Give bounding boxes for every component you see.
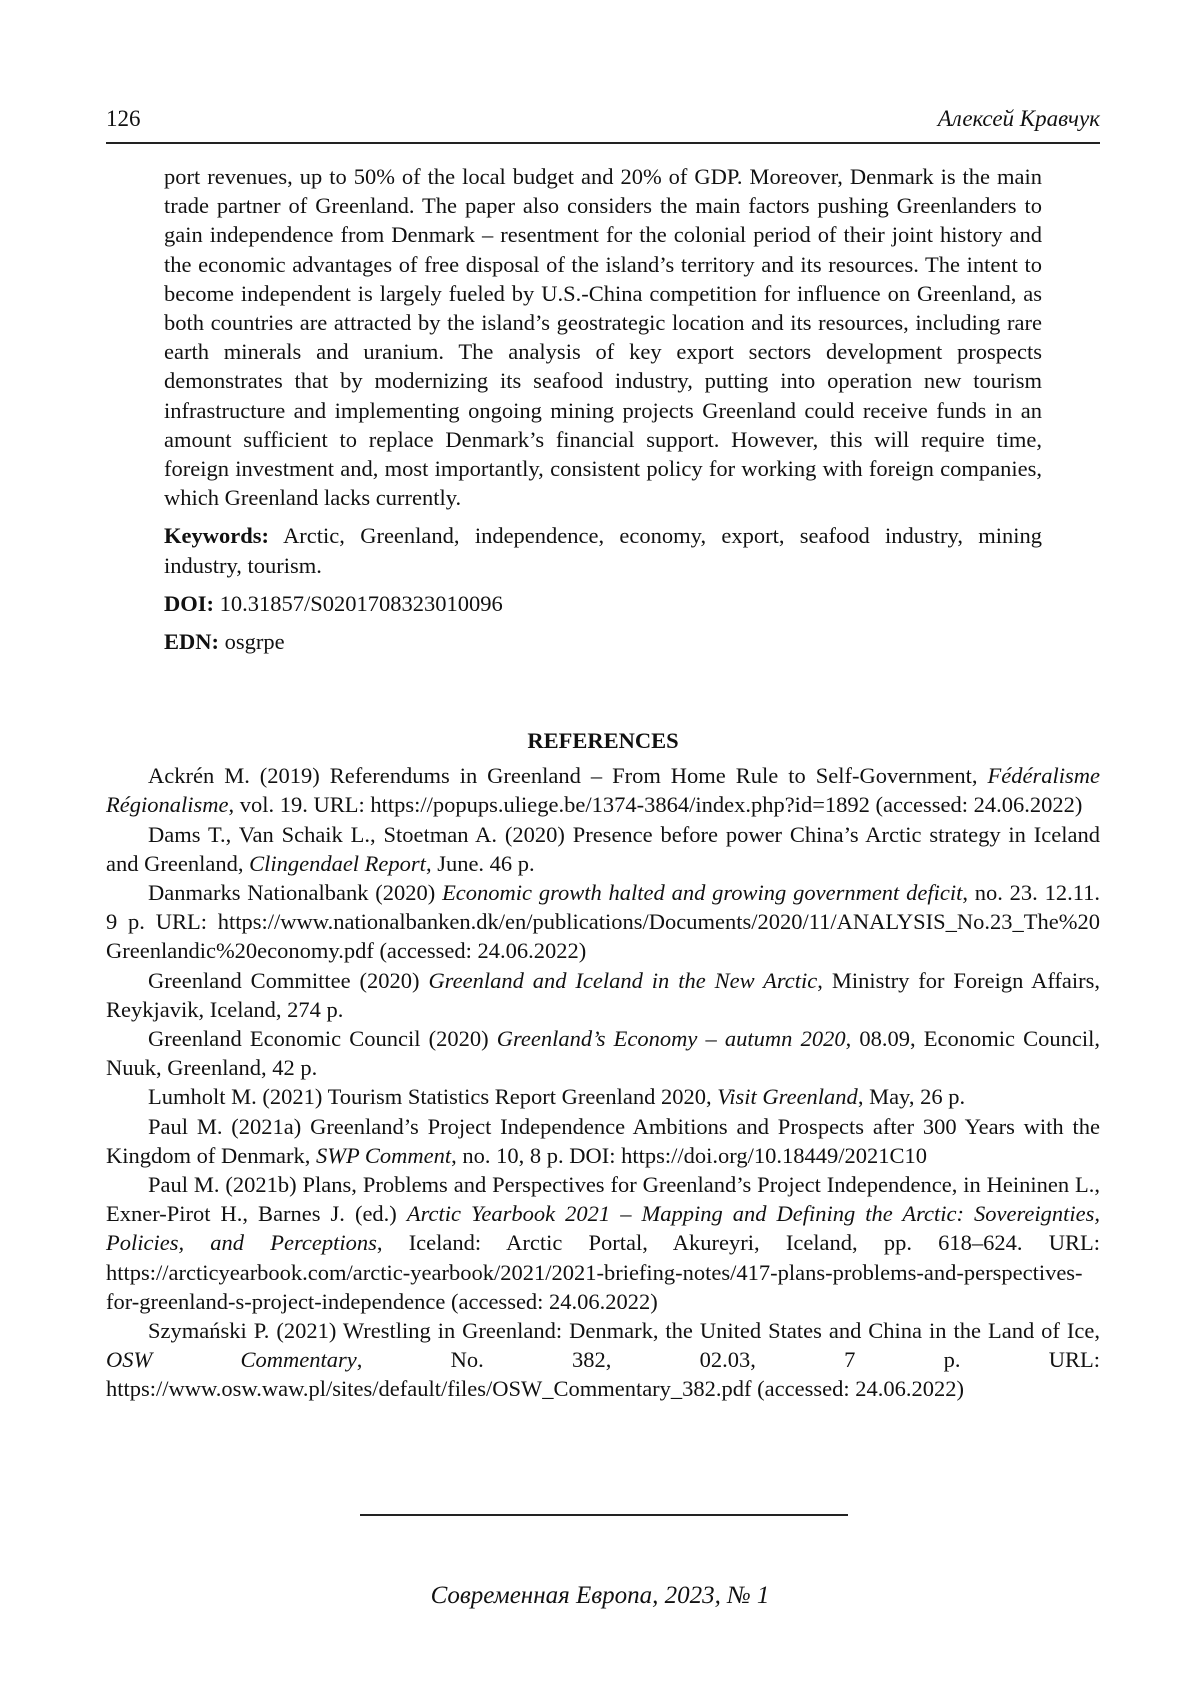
ref-text: Paul M. (2021a) Greenland’s Project Independence Ambitions and Prospects after 300 Years with the Kingdom of Denmark, (106, 1113, 1100, 1168)
doi-label: DOI: (164, 590, 214, 616)
ref-source: Economic growth halted and growing government deficit (442, 880, 963, 906)
ref-source: Arctic Yearbook 2021 – Mapping and Defining the Arctic: Sovereignties, Policies, and Perceptions (106, 1201, 1100, 1256)
ref-details: , June. 46 p. (425, 850, 535, 876)
ref-details: , May, 26 p. (857, 1084, 966, 1110)
reference-item (106, 966, 1100, 1024)
reference-item (106, 1082, 1100, 1111)
ref-source: Greenland and Iceland in the New Arctic (428, 967, 818, 993)
reference-item (106, 820, 1100, 878)
doi-value: 10.31857/S0201708323010096 (219, 590, 503, 616)
reference-item (106, 1112, 1100, 1170)
ref-details: , 08.09, Economic Council, Nuuk, Greenland, 42 p. (106, 1026, 1100, 1081)
abstract-text: port revenues, up to 50% of the local budget and 20% of GDP. Moreover, Denmark is the main trade partner of Greenland. The paper also considers the main factors pushing Greenlanders to gain independence from Denmark – resentment for the colonial period of their joint history and the economic advantages of free disposal of the island’s territory and its resources. The intent to become independent is largely fueled by U.S.-China competition for influence on Greenland, as both countries are attracted by the island’s geostrategic location and its resources, including rare earth minerals and uranium. The analysis of key export sectors development prospects demonstrates that by modernizing its seafood industry, putting into operation new tourism infrastructure and implementing ongoing mining projects Greenland could receive funds in an amount sufficient to replace Denmark’s financial support. However, this will require time, foreign investment and, most importantly, consistent policy for working with foreign companies, which Greenland lacks currently. (164, 164, 1042, 511)
references-section (106, 726, 1100, 1404)
doi (164, 589, 1042, 618)
ref-text: Ackrén M. (2019) Referendums in Greenland – From Home Rule to Self-Government, (148, 763, 988, 789)
edn-label: EDN: (164, 629, 219, 655)
abstract-section (164, 162, 1042, 656)
ref-source: Fédéralisme Régionalisme (106, 763, 1100, 818)
ref-source: Visit Greenland (717, 1084, 858, 1110)
keywords-value: Arctic, Greenland, independence, economy, export, seafood industry, mining industry, tourism. (164, 523, 1042, 578)
keywords-label: Keywords: (164, 523, 269, 549)
ref-text: Greenland Economic Council (2020) (148, 1026, 497, 1052)
reference-item (106, 1316, 1100, 1404)
ref-text: Dams T., Van Schaik L., Stoetman A. (2020) Presence before power China’s Arctic strategy in Iceland and Greenland, (106, 821, 1100, 876)
ref-text: Danmarks Nationalbank (2020) (148, 880, 443, 906)
references-heading: REFERENCES (527, 728, 679, 753)
ref-details: , No. 382, 02.03, 7 p. URL: https://www.osw.waw.pl/sites/default/files/OSW_Commentary_382.pdf (accessed: 24.06.2022) (106, 1347, 1100, 1402)
ref-details: , no. 23. 12.11. 9 p. URL: https://www.nationalbanken.dk/en/publications/Documents/2020/11/ANALYSIS_No.23_The%20 Greenlandic%20economy.pdf (accessed: 24.06.2022) (106, 880, 1101, 964)
ref-text: Paul M. (2021b) Plans, Problems and Perspectives for Greenland’s Project Independence, in Heininen L., Exner-Pirot H., Barnes J. (ed.) (106, 1172, 1100, 1227)
reference-item (106, 1170, 1100, 1316)
running-head-author: Алексей Кравчук (937, 106, 1100, 131)
reference-item (106, 761, 1100, 819)
header-rule (106, 142, 1100, 144)
ref-source: OSW Commentary (106, 1347, 357, 1373)
ref-source: Clingendael Report (249, 850, 426, 876)
ref-text: Szymański P. (2021) Wrestling in Greenland: Denmark, the United States and China in the Land of Ice, (148, 1318, 1100, 1344)
reference-item (106, 878, 1100, 966)
ref-details: , Iceland: Arctic Portal, Akureyri, Iceland, pp. 618–624. URL: https://arcticyearbook.com/arctic-yearbook/2021/2021-briefing-notes/417-plans-problems-and-perspectives-for-greenland-s-project-independence (accessed: 24.06.2022) (106, 1230, 1100, 1314)
ref-details: , vol. 19. URL: https://popups.uliege.be/1374-3864/index.php?id=1892 (accessed: 24.06.2022) (228, 792, 1083, 818)
edn-value: osgrpe (224, 629, 285, 655)
ref-source: SWP Comment (315, 1142, 452, 1168)
ref-source: Greenland’s Economy – autumn 2020 (496, 1026, 846, 1052)
keywords (164, 521, 1042, 579)
end-divider (360, 1514, 848, 1516)
page-number: 126 (106, 106, 141, 131)
ref-text: Lumholt M. (2021) Tourism Statistics Report Greenland 2020, (148, 1084, 718, 1110)
ref-details: , Ministry for Foreign Affairs, Reykjavik, Iceland, 274 p. (106, 967, 1101, 1022)
running-head (106, 104, 1100, 134)
journal-footer: Современная Европа, 2023, № 1 (430, 1582, 770, 1609)
ref-text: Greenland Committee (2020) (148, 967, 429, 993)
edn (164, 627, 1042, 656)
reference-item (106, 1024, 1100, 1082)
ref-details: , no. 10, 8 p. DOI: https://doi.org/10.18449/2021C10 (451, 1142, 928, 1168)
